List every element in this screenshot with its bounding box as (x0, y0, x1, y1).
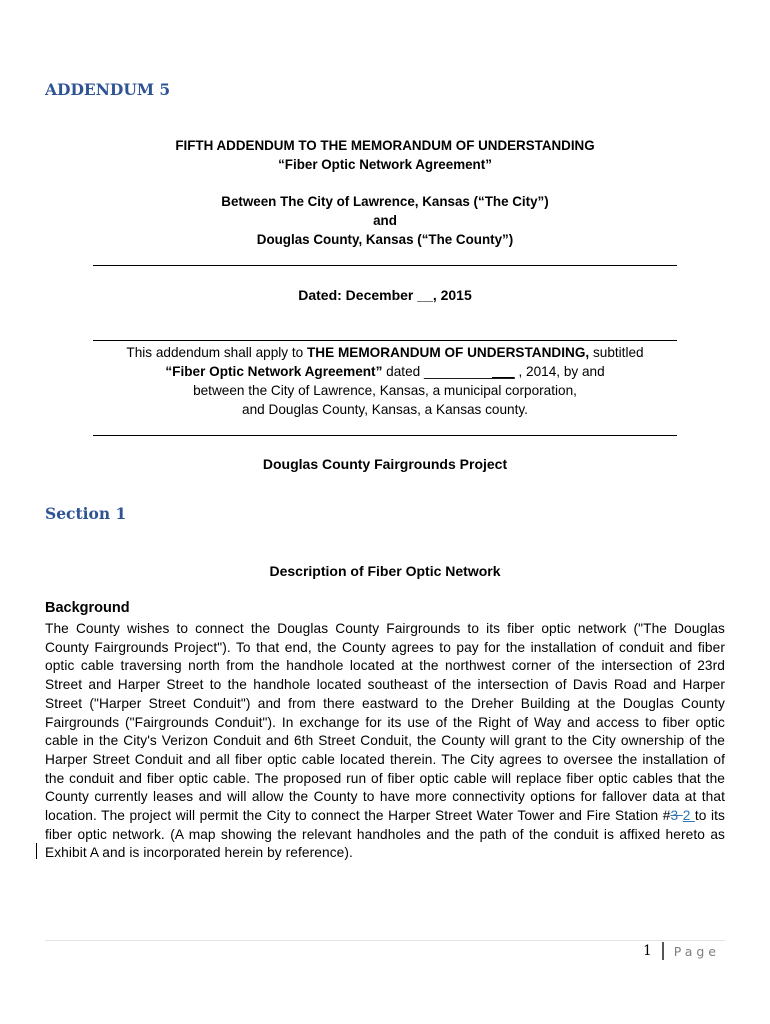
parties-line-3: Douglas County, Kansas (“The County”) (256, 232, 514, 247)
project-title: Douglas County Fairgrounds Project (262, 456, 508, 472)
change-bar (36, 843, 37, 859)
scope-text-a: This addendum shall apply to (126, 345, 307, 360)
scope-year-text: , 2014, by and (514, 364, 605, 379)
divider-1 (93, 265, 677, 266)
scope-agreement-name: “Fiber Optic Network Agreement” (165, 364, 383, 379)
dated-line: Dated: December __, 2015 (298, 287, 472, 303)
scope-text-c: subtitled (589, 345, 644, 360)
title-line-2: “Fiber Optic Network Agreement” (278, 157, 492, 172)
page-number: 1 (643, 943, 652, 959)
footer-separator (662, 942, 664, 960)
background-text-end: to its fiber optic network. (A map showing the relevant handholes and the path of the conduit is affixed hereto as Exhibit A and is incorporated herein by reference). (45, 808, 725, 861)
divider-2 (93, 340, 677, 341)
section-heading: Section 1 (45, 504, 127, 523)
scope-line-4: and Douglas County, Kansas, a Kansas county. (242, 402, 528, 417)
parties-line-1: Between The City of Lawrence, Kansas (“The City”) (221, 194, 549, 209)
scope-dated-text: dated _________ (382, 364, 493, 379)
scope-mou-name: THE MEMORANDUM OF UNDERSTANDING, (307, 345, 590, 360)
page-footer (643, 942, 720, 960)
background-text: The County wishes to connect the Douglas County Fairgrounds to its fiber optic network ("The Douglas County Fairgrounds Project"). To that end, the County agrees to pay for the installation of conduit and fiber optic cable traversing north from the handhole located at the northwest corner of the intersection of 23rd Street and Harper Street to the handhole located southeast of the intersection of Davis Road and Harper Street ("Harper Street Conduit") and from there eastward to the Dreher Building at the Douglas County Fairgrounds ("Fairgrounds Conduit"). In exchange for its use of the Right of Way and access to fiber optic cable in the City's Verizon Conduit and 6th Street Conduit, the County will grant to the City ownership of the Harper Street Conduit and all fiber optic cable located therein. The City agrees to oversee the installation of the conduit and fiber optic cable. The proposed run of fiber optic cable will replace fiber optic cables that the County currently leases and will allow the County to have more connectivity options for fallover data at that location. The project will permit the City to connect the Harper Street Water Tower and Fire Station # (45, 621, 725, 824)
parties-line-2: and (373, 213, 397, 228)
addendum-heading: ADDENDUM 5 (45, 80, 171, 99)
scope-date-blank: ___ (492, 364, 515, 379)
scope-paragraph (85, 343, 685, 419)
divider-3 (93, 435, 677, 436)
title-line-1: FIFTH ADDENDUM TO THE MEMORANDUM OF UNDERSTANDING (175, 138, 595, 153)
scope-line-1 (85, 343, 685, 362)
scope-line-2 (85, 362, 685, 381)
background-heading: Background (45, 600, 130, 616)
parties-block (85, 192, 685, 249)
page-label: Page (673, 943, 720, 959)
background-paragraph (45, 620, 725, 863)
footer-divider (45, 940, 725, 941)
deleted-revision: 3 (670, 808, 683, 824)
document-title (85, 136, 685, 174)
inserted-revision: 2 (682, 808, 695, 824)
scope-line-3: between the City of Lawrence, Kansas, a municipal corporation, (193, 383, 577, 398)
description-title: Description of Fiber Optic Network (269, 563, 501, 579)
